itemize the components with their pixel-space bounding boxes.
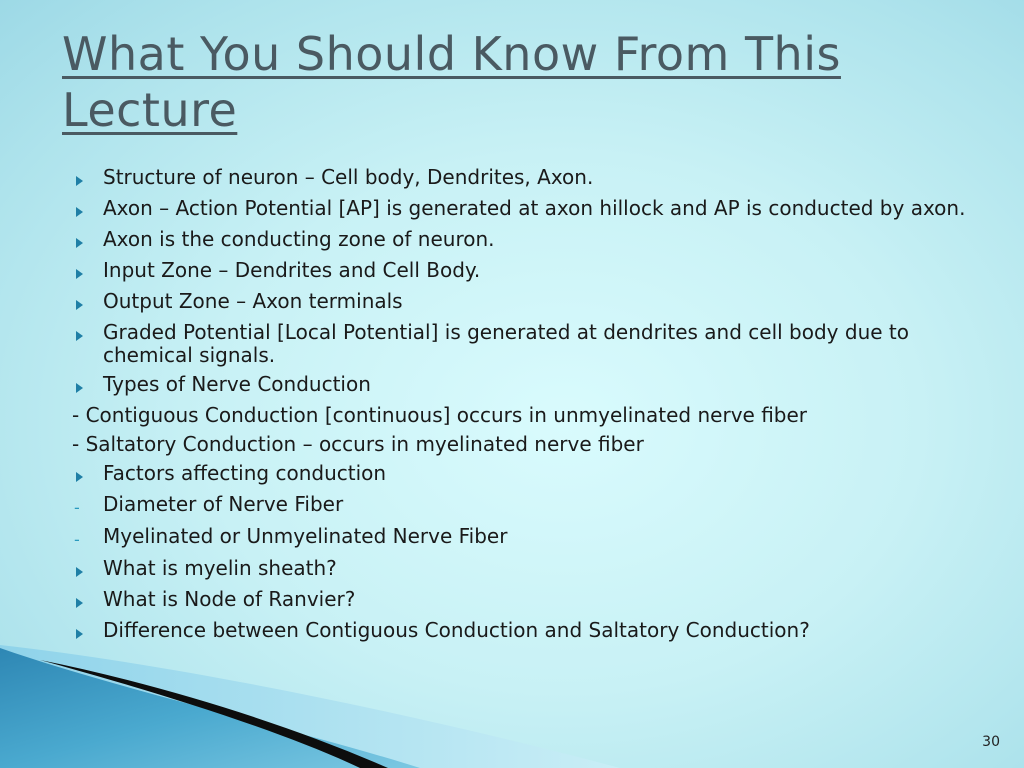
list-item (72, 373, 972, 398)
bullet-arrow-icon (72, 228, 103, 253)
list-item-text: Diameter of Nerve Fiber (103, 492, 344, 516)
list-item (72, 197, 972, 222)
list-item-text: Types of Nerve Conduction (103, 372, 371, 396)
list-item (72, 462, 972, 487)
list-item-text: Myelinated or Unmyelinated Nerve Fiber (103, 524, 508, 548)
bullet-arrow-icon (72, 557, 103, 582)
list-item (72, 259, 972, 284)
bullet-arrow-icon (72, 166, 103, 191)
bullet-list (72, 166, 972, 650)
list-item (72, 557, 972, 582)
bullet-arrow-icon (72, 588, 103, 613)
list-item (72, 619, 972, 644)
list-item (72, 525, 972, 551)
list-item (72, 588, 972, 613)
list-item-text: Axon – Action Potential [AP] is generated at axon hillock and AP is conducted by axon. (103, 196, 966, 220)
list-item (72, 166, 972, 191)
list-item (72, 433, 972, 456)
bullet-dash-icon: - (74, 530, 80, 549)
list-item-text: Graded Potential [Local Potential] is generated at dendrites and cell body due to chemical signals. (103, 320, 909, 367)
list-item (72, 290, 972, 315)
list-item-text: Structure of neuron – Cell body, Dendrites, Axon. (103, 165, 594, 189)
list-item-text: What is Node of Ranvier? (103, 587, 356, 611)
list-item-text: Factors affecting conduction (103, 461, 387, 485)
slide-title: What You Should Know From This Lecture (62, 27, 841, 137)
bullet-arrow-icon (72, 197, 103, 222)
list-item-text: - Saltatory Conduction – occurs in myelinated nerve fiber (72, 432, 644, 456)
bullet-arrow-icon (72, 321, 103, 346)
list-item (72, 404, 972, 427)
list-item (72, 493, 972, 519)
bullet-arrow-icon (72, 259, 103, 284)
list-item (72, 228, 972, 253)
bullet-arrow-icon (72, 290, 103, 315)
list-item (72, 321, 972, 367)
bullet-arrow-icon (72, 373, 103, 398)
list-item-text: What is myelin sheath? (103, 556, 337, 580)
list-item-text: - Contiguous Conduction [continuous] occurs in unmyelinated nerve fiber (72, 403, 808, 427)
bullet-arrow-icon (72, 619, 103, 644)
list-item-text: Axon is the conducting zone of neuron. (103, 227, 495, 251)
bullet-arrow-icon (72, 462, 103, 487)
list-item-text: Input Zone – Dendrites and Cell Body. (103, 258, 481, 282)
bullet-dash-icon: - (74, 498, 80, 517)
list-item-text: Output Zone – Axon terminals (103, 289, 403, 313)
list-item-text: Difference between Contiguous Conduction and Saltatory Conduction? (103, 618, 810, 642)
page-number: 30 (982, 734, 1000, 750)
